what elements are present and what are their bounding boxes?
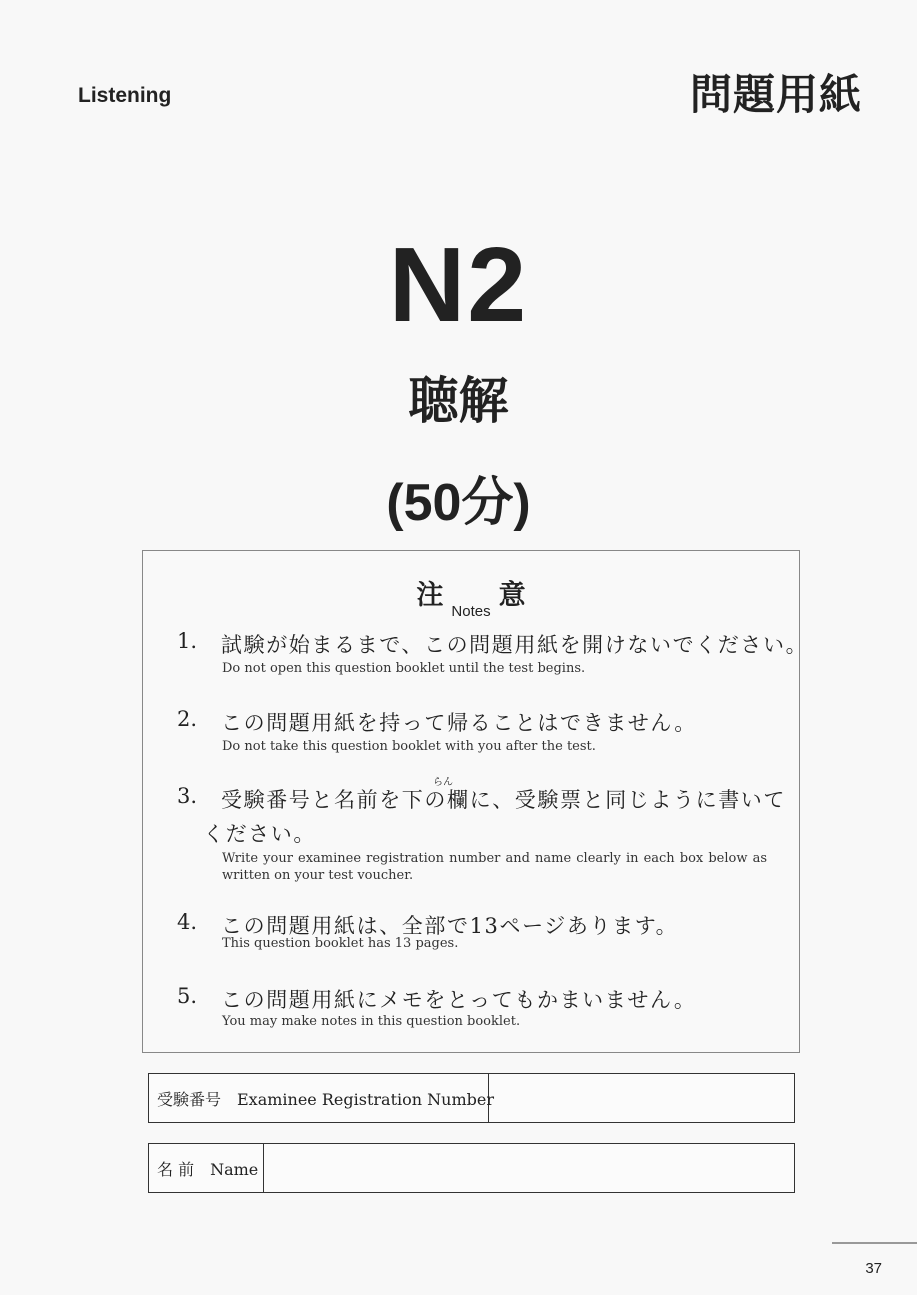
note-text-jp: この問題用紙は、全部で13ページあります。 <box>221 914 679 938</box>
note-text-en: Do not open this question booklet until the test begins. <box>222 661 586 676</box>
note-text-jp: この問題用紙にメモをとってもかまいません。 <box>221 988 697 1012</box>
notes-heading-en: Notes <box>451 603 491 620</box>
registration-number-field <box>148 1073 795 1123</box>
level-title: N2 <box>388 226 529 344</box>
name-label: 名 前 Name <box>149 1144 264 1192</box>
name-field <box>148 1143 795 1193</box>
page-number: 37 <box>865 1260 882 1277</box>
duration-label: (50分) <box>386 474 531 532</box>
note-number: 3. <box>177 784 198 808</box>
note-text-jp-continued: ください。 <box>203 822 316 846</box>
note-number: 2. <box>177 707 198 731</box>
note-number: 5. <box>177 984 198 1008</box>
note-number: 1. <box>177 629 198 653</box>
registration-number-label: 受験番号 Examinee Registration Number <box>149 1074 489 1122</box>
note-text-en: Do not take this question booklet with you after the test. <box>222 739 596 754</box>
note-number: 4. <box>177 910 198 934</box>
notes-heading-jp-right: 意 <box>498 580 526 611</box>
notes-heading-jp-left: 注 <box>416 580 444 611</box>
section-title: 聴解 <box>408 373 509 429</box>
note-text-en: Write your examinee registration number and name clearly in each box below as written on your test voucher. <box>222 851 767 883</box>
listening-label: Listening <box>78 84 172 107</box>
page-number-rule <box>832 1242 917 1244</box>
paper-type-label: 問題用紙 <box>689 71 862 118</box>
name-input[interactable] <box>264 1144 794 1192</box>
note-text-en: This question booklet has 13 pages. <box>222 936 459 951</box>
note-text-jp: この問題用紙を持って帰ることはできません。 <box>221 711 697 735</box>
note-text-jp: 受験番号と名前を下の欄に、受験票と同じように書いて <box>221 788 786 812</box>
registration-number-input[interactable] <box>489 1074 794 1122</box>
note-text-jp: 試験が始まるまで、この問題用紙を開けないでください。 <box>221 633 809 657</box>
furigana-ruby: らん <box>433 777 453 788</box>
notes-heading <box>143 573 799 620</box>
notes-box <box>142 550 809 1053</box>
note-text-en: You may make notes in this question booklet. <box>222 1014 521 1029</box>
